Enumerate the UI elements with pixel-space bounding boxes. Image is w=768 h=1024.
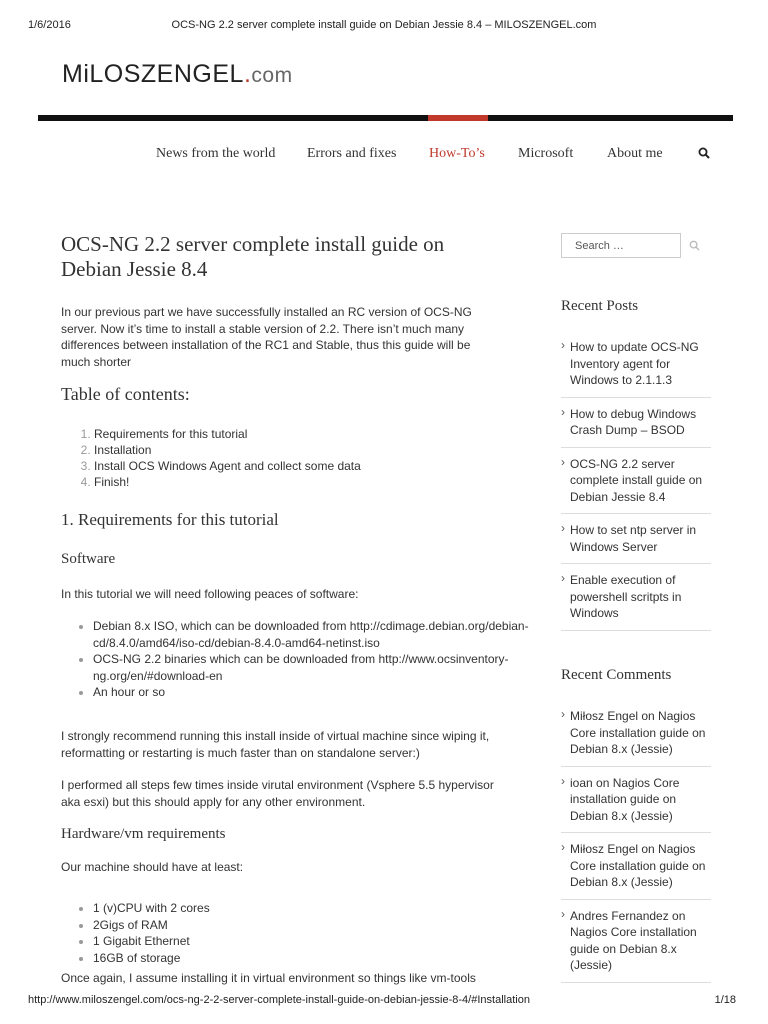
header-bar [38,115,733,121]
list-item: • 1 (v)CPU with 2 cores [93,900,210,917]
list-item: • Debian 8.x ISO, which can be downloaded from http://cdimage.debian.org/debian-cd/8.4.0/amd64/iso-cd/debian-8.4.0-amd64-netinst.iso [93,618,533,651]
recent-comment-link[interactable]: Miłosz Engel on Nagios Core installation guide on Debian 8.x (Jessie) [570,842,706,889]
recent-comment-link[interactable]: Andres Fernandez on Nagios Core installation guide on Debian 8.x (Jessie) [570,908,697,972]
print-page-title: OCS-NG 2.2 server complete install guide on Debian Jessie 8.4 – MILOSZENGEL.com [171,19,597,31]
subheading-hardware: Hardware/vm requirements [61,826,226,842]
toc-item-installation[interactable]: 2. Installation [94,442,361,458]
list-item[interactable] [561,767,711,834]
chevron-right-icon: › [561,840,565,854]
chevron-right-icon: › [561,454,565,469]
recent-comment-link[interactable]: Miłosz Engel on Nagios Core installation guide on Debian 8.x (Jessie) [570,709,706,756]
list-item: • OCS-NG 2.2 binaries which can be downloaded from http://www.ocsinventory-ng.org/en/#download-en [93,651,533,684]
list-item[interactable] [561,331,711,398]
list-item[interactable] [561,398,711,448]
list-item[interactable] [561,448,711,515]
list-item[interactable] [561,700,711,767]
site-logo[interactable] [62,60,293,89]
search-icon[interactable] [689,240,700,251]
table-of-contents [61,426,361,490]
nav-item-microsoft[interactable]: Microsoft [518,146,574,161]
logo-name: MiLOSZENGEL [62,60,244,88]
recent-post-link[interactable]: Enable execution of powershell scritpts in Windows [570,573,682,620]
list-item[interactable] [561,900,711,983]
list-item: • 16GB of storage [93,950,210,967]
recent-comments-title: Recent Comments [561,667,672,683]
chevron-right-icon: › [561,906,565,921]
chevron-right-icon: › [561,571,565,585]
recent-post-link[interactable]: How to update OCS-NG Inventory agent for Windows to 2.1.1.3 [570,340,699,387]
recent-post-link[interactable]: OCS-NG 2.2 server complete install guide on Debian Jessie 8.4 [570,456,703,504]
logo-tld: com [251,64,293,87]
toc-item-finish[interactable]: 4. Finish! [94,474,361,490]
search-icon[interactable] [698,147,710,159]
hardware-list [61,900,210,966]
chevron-right-icon: › [561,707,565,721]
nav-item-howtos[interactable]: How-To’s [429,146,485,161]
nav-item-news[interactable]: News from the world [156,146,276,161]
toc-item-agent[interactable]: 3. Install OCS Windows Agent and collect some data [94,458,361,474]
recent-post-link[interactable]: How to set ntp server in Windows Server [570,523,697,554]
chevron-right-icon: › [561,521,565,535]
recent-comment-link[interactable]: ioan on Nagios Core installation guide on Debian 8.x (Jessie) [570,775,680,823]
chevron-right-icon: › [561,773,565,788]
recent-post-link[interactable]: How to debug Windows Crash Dump – BSOD [570,406,697,437]
paragraph-last: Once again, I assume installing it in virtual environment so things like vm-tools [61,971,476,985]
list-item: • 1 Gigabit Ethernet [93,933,210,950]
active-nav-indicator [428,115,488,121]
list-item[interactable] [561,564,711,631]
recent-posts-title: Recent Posts [561,298,639,314]
section-heading-requirements: 1. Requirements for this tutorial [61,510,279,529]
nav-item-about[interactable]: About me [607,146,663,161]
article [61,232,529,985]
logo-dot: . [243,60,252,88]
chevron-right-icon: › [561,338,565,352]
print-header [0,0,768,30]
recent-posts-list [561,331,711,631]
page-number: 1/18 [714,994,736,1006]
nav-item-errors[interactable]: Errors and fixes [307,146,397,161]
list-item[interactable] [561,514,711,564]
recent-comments-list [561,700,711,983]
article-intro: In our previous part we have successfully installed an RC version of OCS-NG server. Now it’s time to install a stable version of 2.2. There isn’t much many differences between installation of the RC1 and Stable, thus this guide will be much shorter [61,305,472,369]
chevron-right-icon: › [561,404,565,419]
toc-title: Table of contents: [61,384,190,404]
list-item[interactable] [561,833,711,900]
sidebar-search-input[interactable]: Search … [561,233,681,258]
list-item: • 2Gigs of RAM [93,917,210,934]
software-list [61,618,533,701]
article-title: OCS-NG 2.2 server complete install guide on Debian Jessie 8.4 [61,232,445,281]
print-date: 1/6/2016 [28,19,71,31]
paragraph-vm: I strongly recommend running this install inside of virtual machine since wiping it, reformatting or restarting is much faster than on standalone server:) [61,729,490,760]
print-url: http://www.miloszengel.com/ocs-ng-2-2-server-complete-install-guide-on-debian-jessie-8-4/#Installation [28,994,530,1006]
software-intro: In this tutorial we will need following peaces of software: [61,587,359,601]
toc-item-requirements[interactable]: 1. Requirements for this tutorial [94,426,361,442]
paragraph-env: I performed all steps few times inside virutal environment (Vsphere 5.5 hypervisor aka esxi) but this should apply for any other environment. [61,778,494,809]
hardware-intro: Our machine should have at least: [61,860,244,874]
subheading-software: Software [61,551,116,567]
list-item: • An hour or so [93,684,533,701]
